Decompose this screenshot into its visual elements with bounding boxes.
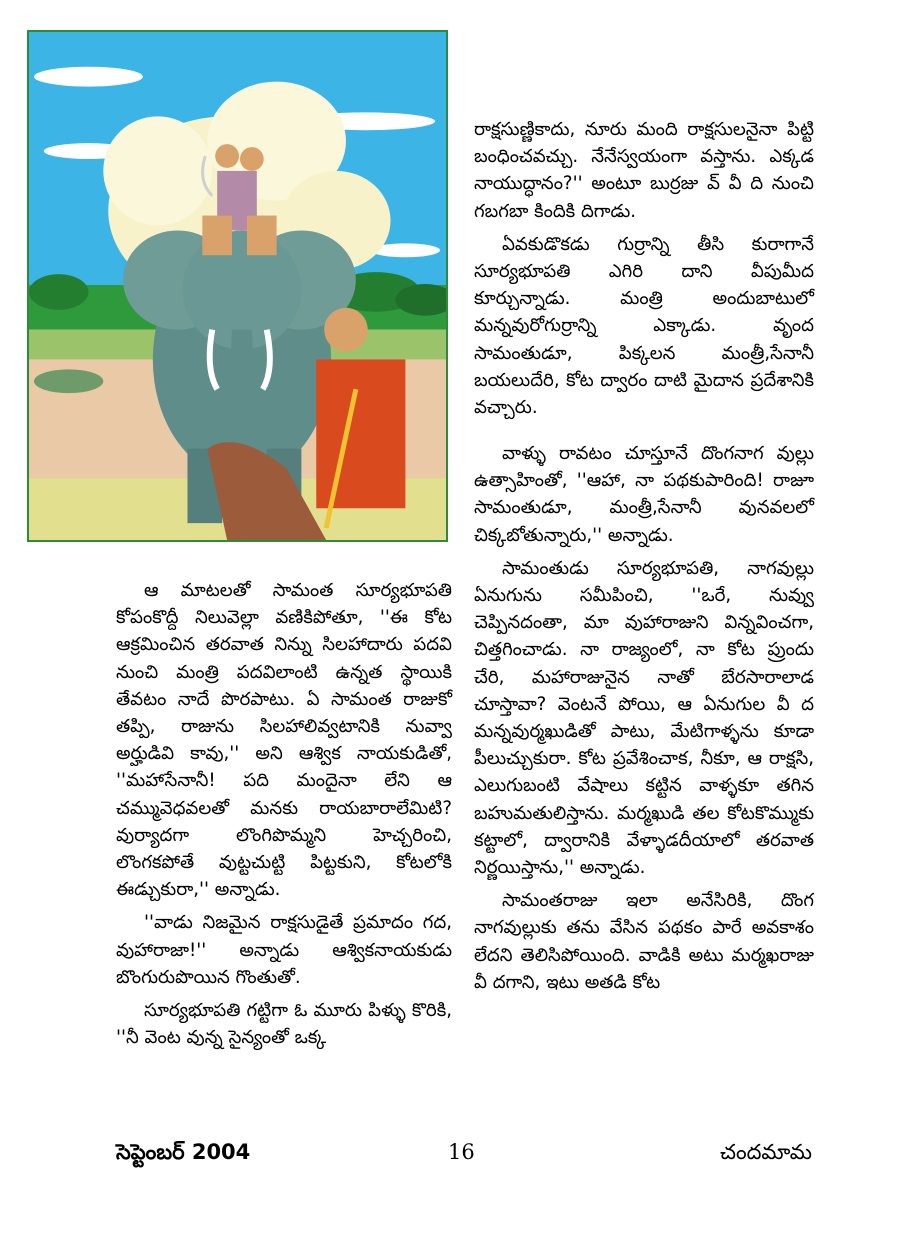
story-illustration [27,30,448,542]
right-column-top [474,116,814,427]
paragraph: రాక్షసుణ్ణికాదు, నూరు మంది రాక్షసులనైనా పిట్టి బంధించవచ్చు. నేనేస్వయంగా వస్తాను. ఎక్కడ నాయుద్ధానం?'' అంటూ బుర్రజు వ్ వీ ది నుంచి గబగబా కిందికి దిగాడు. [474,119,814,222]
right-column-bottom [474,440,814,1002]
paragraph: ''వాడు నిజమైన రాక్షసుడైతే ప్రమాదం గద, వుహారాజా!'' అన్నాడు ఆశ్వికనాయకుడు బొంగురుపొయిన గొంతుతో. [116,912,452,988]
paragraph: సూర్యభూపతి గట్టిగా ఓ మూరు పిళ్ళు కొరికి, ''నీ వెంట వున్న సైన్యంతో ఒక్క [116,1000,452,1049]
footer-date: సెప్టెంబర్ 2004 [116,1140,251,1164]
paragraph: వాళ్ళు రావటం చూస్తూనే దొంగనాగ వుల్లు ఉత్సాహింతో, ''ఆహా, నా పథకుపారింది! రాజూ సామంతుడూ, మంత్రీ,సేనానీ వునవలలో చిక్కబోతున్నారు,'' అన్నాడు. [474,443,814,546]
paragraph: ఏవకుడొకడు గుర్రాన్ని తీసి కురాగానే సూర్యభూపతి ఎగిరి దాని వీపుమీద కూర్చున్నాడు. మంత్రి అందుబాటులో మన్నవురోగుర్రాన్ని ఎక్కాడు. వృంద సామంతుడూ, పిక్కలన మంత్రీ,సేనానీ బయలుదేరి, కోట ద్వారం దాటి మైదాన ప్రదేశానికి వచ్చారు. [474,233,814,419]
paragraph: ఆ మాటలతో సామంత సూర్యభూపతి కోపంకొద్దీ నిలువెల్లా వణికిపోతూ, ''ఈ కోట ఆక్రమించిన తరవాత నిన్ను సిలహాదారు పదవి నుంచి మంత్రి పదవిలాంటి ఉన్నత స్థాయికి తేవటం నాదే పొరపాటు. ఏ సామంత రాజుకో తప్పి, రాజును సిలహాలివ్వటానికి నువ్వా అర్హుడివి కావు,'' అని ఆశ్విక నాయకుడితో, ''మహాసేనానీ! పది మందైనా లేని ఆ చమ్మువెధవలతో మనకు రాయబారాలేమిటి? వుర్యాదగా లొంగిపొమ్మని హెచ్చరించి, లొంగకపోతే వుట్టచుట్టి పిట్టకుని, కోటలోకి ఈడ్చుకురా,'' అన్నాడు. [116,580,452,901]
page-number: 16 [448,1140,475,1164]
left-column [116,577,452,1057]
elephant-scene-icon [29,32,446,540]
paragraph: సామంతరాజు ఇలా అనేసిరికి, దొంగ నాగవుల్లుకు తను వేసిన పథకం పారే అవకాశం లేదని తెలిసిపోయింది. వాడికి అటు మర్మఖరాజు వీ దగాని, ఇటు అతడి కోట [474,890,814,993]
magazine-name: చందమామ [720,1140,812,1164]
paragraph: సామంతుడు సూర్యభూపతి, నాగవుల్లు ఏనుగును సమీపించి, ''ఒరే, నువ్వు చెప్పినదంతా, మా వుహారాజుని విన్నవించగా, చిత్తగించాడు. నా రాజ్యంలో, నా కోట ప్రుందు చేరి, మహారాజునైన నాతో బేరసారాలాడ చూస్తావా? వెంటనే పోయి, ఆ ఏనుగుల వీ ద మన్నవుర్మఖుడితో పాటు, మేటిగాళ్ళను కూడా పీలుచ్చుకురా. కోట ప్రవేశించాక, నీకూ, ఆ రాక్షసి, ఎలుగుబంటి వేషాలు కట్టిన వాళ్ళకూ తగిన బహుమతులిస్తాను. మర్మఖుడి తల కోటకొమ్ముకు కట్టాలో, ద్వారానికి వేళ్ళాడదీయాలో తరవాత నిర్ణయిస్తాను,'' అన్నాడు. [474,557,814,879]
